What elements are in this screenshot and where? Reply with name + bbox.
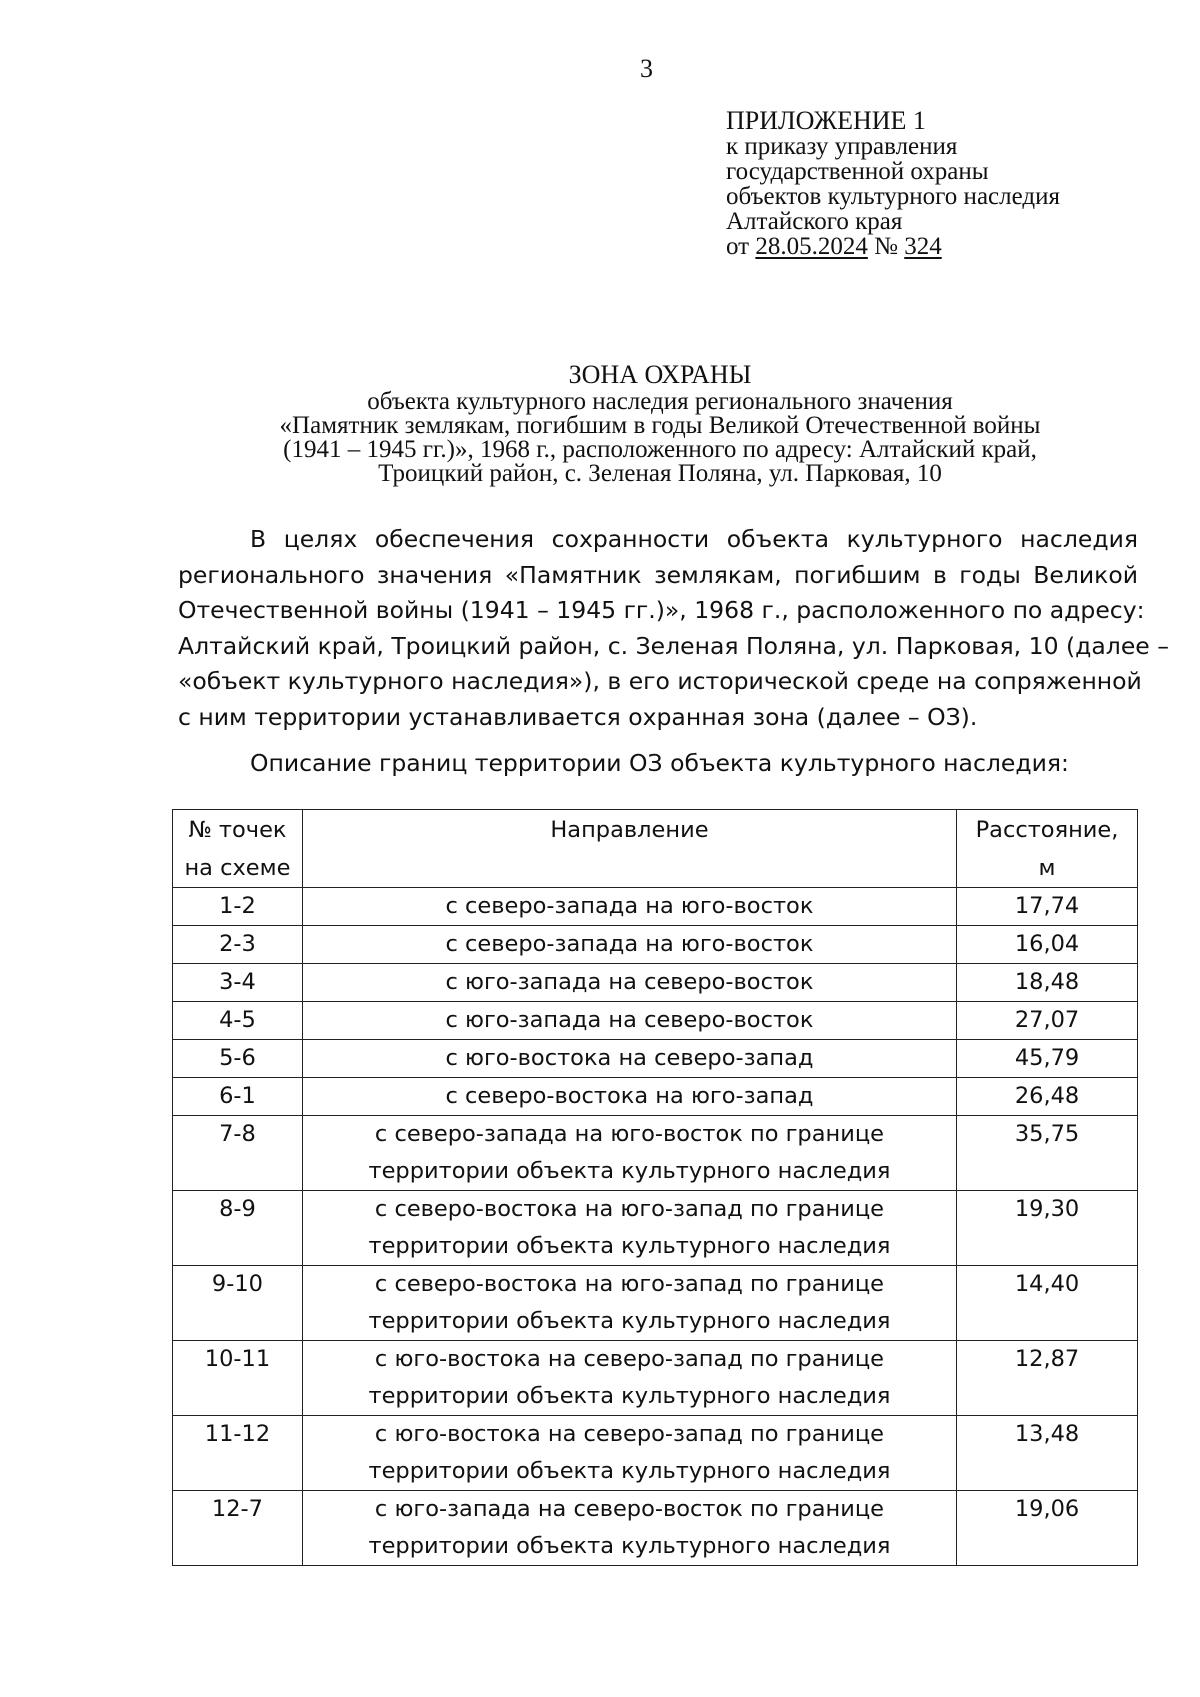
cell-points: 12-7 [173,1491,303,1566]
cell-direction [302,926,956,964]
direction-line: с северо-запада на юго-восток [445,931,814,957]
direction-line: с юго-востока на северо-запад по границе [374,1346,884,1372]
cell-direction [302,1416,956,1491]
direction-line: с юго-востока на северо-запад [445,1045,814,1071]
header-distance [957,810,1138,888]
zone-title: ЗОНА ОХРАНЫ [568,360,752,389]
cell-points: 1-2 [173,888,303,926]
direction-line: с юго-запада на северо-восток по границе [374,1496,884,1522]
zone-subtitle-line: «Памятник землякам, погибшим в годы Великой Отечественной войны [279,412,1041,439]
cell-distance: 17,74 [957,888,1138,926]
direction-line: с северо-запада на юго-восток [445,893,814,919]
appendix-line-3: объектов культурного наследия [726,183,1060,210]
cell-points: 11-12 [173,1416,303,1491]
appendix-line-2: государственной охраны [726,158,989,185]
direction-line: территории объекта культурного наследия [368,1158,891,1184]
direction-line: с юго-востока на северо-запад по границе [374,1421,884,1447]
cell-points: 8-9 [173,1191,303,1266]
direction-line: территории объекта культурного наследия [368,1308,891,1334]
table-row [173,888,1138,926]
direction-line: территории объекта культурного наследия [368,1458,891,1484]
paragraph-line: Отечественной войны (1941 – 1945 гг.)», 1968 г., расположенного по адресу: [178,596,1145,624]
direction-line: территории объекта культурного наследия [368,1233,891,1259]
zone-subtitle-line: Троицкий район, с. Зеленая Поляна, ул. Парковая, 10 [378,460,942,487]
cell-distance: 19,06 [957,1491,1138,1566]
table-row [173,1416,1138,1491]
description-heading: Описание границ территории ОЗ объекта культурного наследия: [250,749,1069,777]
table-row [173,964,1138,1002]
cell-direction [302,1078,956,1116]
cell-direction [302,1040,956,1078]
cell-distance: 16,04 [957,926,1138,964]
cell-direction [302,1266,956,1341]
zone-subtitle-line: (1941 – 1945 гг.)», 1968 г., расположенного по адресу: Алтайский край, [283,436,1037,463]
appendix-date-prefix: от [726,233,756,260]
zone-subtitle [160,390,1160,486]
paragraph-line: В целях обеспечения сохранности объекта культурного наследия [250,525,1138,553]
page-number: 3 [640,54,653,83]
direction-line: с северо-запада на юго-восток по границе [374,1121,884,1147]
table-row [173,1266,1138,1341]
cell-distance: 18,48 [957,964,1138,1002]
appendix-date-line [726,234,1060,259]
direction-line: с юго-запада на северо-восток [445,969,814,995]
table-row [173,1491,1138,1566]
cell-direction [302,1491,956,1566]
header-direction [302,810,956,888]
appendix-title: ПРИЛОЖЕНИЕ 1 [726,106,926,135]
cell-distance: 26,48 [957,1078,1138,1116]
cell-distance: 35,75 [957,1116,1138,1191]
header-distance-line-2: м [1038,855,1056,881]
paragraph-line: регионального значения «Памятник землякам, погибшим в годы Великой [178,560,1138,589]
table-row [173,1191,1138,1266]
direction-line: с северо-востока на юго-запад по границе [374,1271,884,1297]
appendix-line-4: Алтайского края [726,208,903,235]
appendix-number-sign: № [867,233,905,260]
cell-distance: 14,40 [957,1266,1138,1341]
paragraph-line: «объект культурного наследия»), в его исторической среде на сопряженной [178,667,1142,695]
appendix-line-1: к приказу управления [726,133,958,160]
table-header-row [173,810,1138,888]
direction-line: территории объекта культурного наследия [368,1383,891,1409]
header-distance-line-1: Расстояние, [975,817,1119,843]
cell-direction [302,1341,956,1416]
cell-direction [302,964,956,1002]
cell-direction [302,888,956,926]
paragraph-line: Алтайский край, Троицкий район, с. Зеленая Поляна, ул. Парковая, 10 (далее – [178,631,1169,660]
table-row [173,1116,1138,1191]
zone-subtitle-line: объекта культурного наследия регионального значения [367,388,953,415]
cell-distance: 19,30 [957,1191,1138,1266]
cell-points: 5-6 [173,1040,303,1078]
cell-points: 9-10 [173,1266,303,1341]
header-points-line-2: на схеме [184,855,291,881]
boundary-table [172,809,1138,1566]
direction-line: с юго-запада на северо-восток [445,1007,814,1033]
paragraph-line: с ним территории устанавливается охранная зона (далее – ОЗ). [178,702,978,731]
direction-line: территории объекта культурного наследия [368,1533,891,1559]
cell-direction [302,1191,956,1266]
table-row [173,1040,1138,1078]
cell-points: 4-5 [173,1002,303,1040]
cell-points: 10-11 [173,1341,303,1416]
cell-points: 2-3 [173,926,303,964]
cell-distance: 45,79 [957,1040,1138,1078]
appendix-block [726,108,1060,259]
table-row [173,1341,1138,1416]
header-points-line-1: № точек [188,817,287,843]
body-paragraph [178,522,1169,735]
table-row [173,926,1138,964]
direction-line: с северо-востока на юго-запад по границе [374,1196,884,1222]
cell-distance: 12,87 [957,1341,1138,1416]
cell-distance: 13,48 [957,1416,1138,1491]
header-points [173,810,303,888]
cell-points: 7-8 [173,1116,303,1191]
header-direction-label: Направление [550,817,709,843]
appendix-number: 324 [904,233,942,260]
direction-line: с северо-востока на юго-запад [445,1083,814,1109]
cell-distance: 27,07 [957,1002,1138,1040]
table-row [173,1002,1138,1040]
cell-direction [302,1002,956,1040]
table-row [173,1078,1138,1116]
cell-direction [302,1116,956,1191]
cell-points: 6-1 [173,1078,303,1116]
cell-points: 3-4 [173,964,303,1002]
appendix-date: 28.05.2024 [755,233,868,260]
